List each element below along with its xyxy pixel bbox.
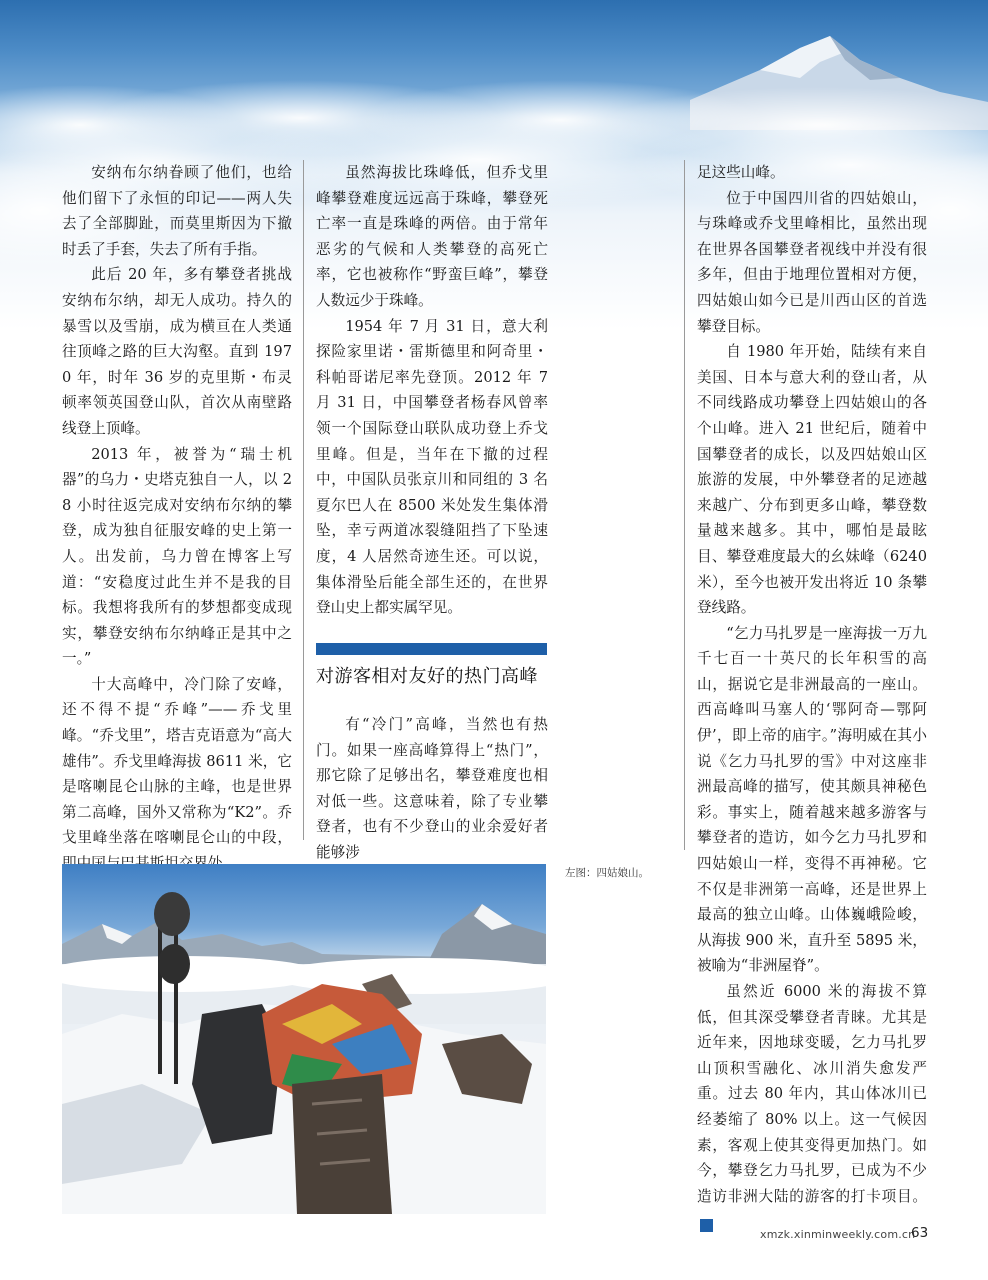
paragraph: 虽然海拔比珠峰低，但乔戈里峰攀登难度远远高于珠峰，攀登死亡率一直是珠峰的两倍。由于常年恶劣的气候和人类攀登的高死亡率，它也被称作“野蛮巨峰”，攀登人数远少于珠峰。 xyxy=(316,164,548,309)
article-column-1 xyxy=(62,160,292,877)
paragraph: “乞力马扎罗是一座海拔一万九千七百一十英尺的长年积雪的高山，据说它是非洲最高的一座山。西高峰叫马塞人的‘鄂阿奇—鄂阿伊’，即上帝的庙宇。”海明威在其小说《乞力马扎罗的雪》中对这座非洲最高峰的描写，使其颇具神秘色彩。事实上，随着越来越多游客与攀登者的造访，如今乞力马扎罗和四姑娘山一样，变得不再神秘。它不仅是非洲第一高峰，还是世界上最高的独立山峰。山体巍峨险峻，从海拔 900 米，直升至 5895 米，被喻为“非洲屋脊”。 xyxy=(697,624,927,975)
paragraph: 位于中国四川省的四姑娘山，与珠峰或乔戈里峰相比，虽然出现在世界各国攀登者视线中并没有很多年，但由于地理位置相对方便，四姑娘山如今已是川西山区的首选攀登目标。 xyxy=(697,189,927,335)
summit-illustration xyxy=(62,864,546,1214)
paragraph: 有“冷门”高峰，当然也有热门。如果一座高峰算得上“热门”，那它除了足够出名，攀登难度也相对低一些。这意味着，除了专业攀登者，也有不少登山的业余爱好者能够涉 xyxy=(316,716,548,861)
paragraph: 十大高峰中，冷门除了安峰，还不得不提“乔峰”——乔戈里峰。“乔戈里”，塔吉克语意为“高大雄伟”。乔戈里峰海拔 8611 米，它是喀喇昆仑山脉的主峰，也是世界第二高峰，国外又常称为“K2”。乔戈里峰坐落在喀喇昆仑山的中段， xyxy=(62,675,292,847)
paragraph: 自 1980 年开始，陆续有来自美国、日本与意大利的登山者，从不同线路成功攀登上四姑娘山的各个山峰。进入 21 世纪后，随着中国攀登者的成长，以及四姑娘山区旅游的发展，中外攀登者的足迹越来越广、分布到更多山峰，攀登数量越来越多。其中，哪怕是最眩目、攀登难度最大的幺妹峰（6240 米），至今也被开发出将近 10 条攀登线路。 xyxy=(697,343,927,617)
paragraph xyxy=(697,979,927,1235)
paragraph: 2013 年，被誉为“瑞士机器”的乌力・史塔克独自一人，以 28 小时往返完成对安纳布尔纳的攀登，成为独自征服安峰的史上第一人。出发前，乌力曾在博客上写道：“安稳度过此生并不是我的目标。我想将我所有的梦想都变成现实，攀登安纳布尔纳峰正是其中之一。” xyxy=(62,445,292,668)
section-heading-bar xyxy=(316,643,547,655)
paragraph-text: 虽然近 6000 米的海拔不算低，但其深受攀登者青睐。尤其是近年来，因地球变暖，乞力马扎罗山顶积雪融化、冰川消失愈发严重。过去 80 年内，其山体冰川已经萎缩了 80% 以上。这一气候因素，客观上使其变得更加热门。如今，攀登乞力马扎罗，已成为不少造访非洲大陆的游客的打卡项目。 xyxy=(697,983,927,1205)
article-column-3 xyxy=(697,160,927,1235)
section-heading: 对游客相对友好的热门高峰 xyxy=(316,666,538,687)
paragraph: 安纳布尔纳眷顾了他们，也给他们留下了永恒的印记——两人失去了全部脚趾，而莫里斯因为下撤时丢了手套，失去了所有手指。 xyxy=(62,164,292,258)
photo-caption: 左图：四姑娘山。 xyxy=(565,867,649,879)
column-divider-left xyxy=(303,160,304,840)
footer-url: xmzk.xinminweekly.com.cn xyxy=(760,1228,916,1241)
article-column-2-continued xyxy=(316,712,548,866)
paragraph: 1954 年 7 月 31 日，意大利探险家里诺・雷斯德里和阿奇里・科帕哥诺尼率先登顶。2012 年 7 月 31 日，中国攀登者杨春风曾率领一个国际登山联队成功登上乔戈里峰。但是，当年在下撤的过程中，中国队员张京川和同组的 3 名夏尔巴人在 8500 米处发生集体滑坠，幸亏两道冰裂缝阻挡了下坠速度，4 人居然奇迹生还。可以说，集体滑坠后能全部生还的，在世界登山史上都实属罕见。 xyxy=(316,317,548,617)
paragraph-continued: 足这些山峰。 xyxy=(697,164,785,181)
article-column-2 xyxy=(316,160,548,621)
page-number: 63 xyxy=(911,1225,929,1241)
end-mark-icon: 民 xyxy=(700,1219,713,1232)
column-divider-right xyxy=(684,160,685,850)
paragraph: 此后 20 年，多有攀登者挑战安纳布尔纳，却无人成功。持久的暴雪以及雪崩，成为横亘在人类通往顶峰之路的巨大沟壑。直到 1970 年，时年 36 岁的克里斯・布灵顿率领英国登山队，首次从南壁路线登上顶峰。 xyxy=(62,266,292,437)
photo-siguniang-summit xyxy=(62,864,546,1214)
